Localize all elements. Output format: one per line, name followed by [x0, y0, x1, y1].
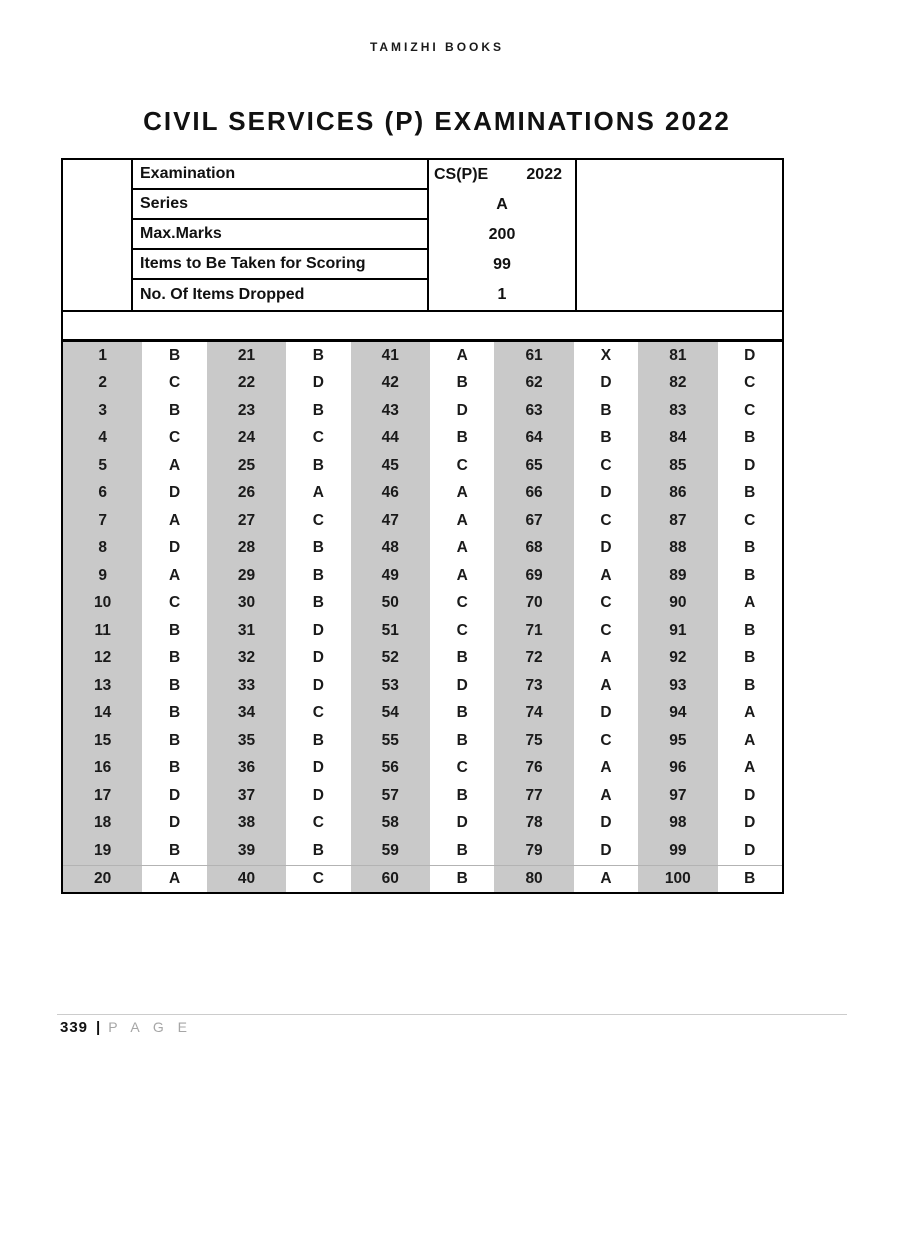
answer-cell: B — [286, 837, 350, 865]
question-number-cell: 43 — [351, 397, 430, 425]
info-value-items-scoring: 99 — [493, 256, 511, 273]
answer-cell: A — [142, 562, 206, 590]
answer-cell: A — [574, 755, 638, 783]
question-number-cell: 28 — [207, 535, 286, 563]
answer-cell: B — [142, 837, 206, 865]
answer-cell: D — [574, 535, 638, 563]
answer-cell: B — [286, 590, 350, 618]
answer-cell: B — [286, 727, 350, 755]
exam-year: 2022 — [526, 166, 562, 183]
answer-cell: C — [430, 617, 494, 645]
question-number-cell: 36 — [207, 755, 286, 783]
question-number-cell: 40 — [207, 865, 286, 893]
question-number-cell: 92 — [638, 645, 717, 673]
answer-cell: B — [430, 727, 494, 755]
question-number-cell: 16 — [63, 755, 142, 783]
answer-cell: B — [430, 645, 494, 673]
question-number-cell: 18 — [63, 810, 142, 838]
question-number-cell: 33 — [207, 672, 286, 700]
answer-cell: C — [430, 755, 494, 783]
answer-cell: B — [142, 342, 206, 370]
footer-separator: | — [96, 1019, 101, 1036]
answer-cell: A — [718, 755, 782, 783]
answer-cell: A — [718, 727, 782, 755]
question-number-cell: 44 — [351, 425, 430, 453]
answer-cell: A — [430, 535, 494, 563]
answer-cell: B — [142, 645, 206, 673]
question-number-cell: 59 — [351, 837, 430, 865]
question-number-cell: 73 — [494, 672, 573, 700]
info-label-examination: Examination — [133, 160, 429, 190]
answer-cell: C — [286, 810, 350, 838]
answer-cell: C — [286, 865, 350, 893]
question-number-cell: 67 — [494, 507, 573, 535]
answer-cell: D — [718, 810, 782, 838]
answer-cell: D — [286, 617, 350, 645]
question-number-cell: 65 — [494, 452, 573, 480]
answer-cell: D — [718, 452, 782, 480]
answer-cell: B — [430, 700, 494, 728]
question-number-cell: 100 — [638, 865, 717, 893]
answer-cell: B — [142, 700, 206, 728]
answer-cell: C — [574, 617, 638, 645]
question-number-cell: 22 — [207, 370, 286, 398]
info-label-items-dropped: No. Of Items Dropped — [133, 280, 429, 310]
question-number-cell: 54 — [351, 700, 430, 728]
answer-cell: B — [142, 755, 206, 783]
question-number-cell: 3 — [63, 397, 142, 425]
answer-cell: B — [430, 425, 494, 453]
question-number-cell: 4 — [63, 425, 142, 453]
question-number-cell: 42 — [351, 370, 430, 398]
answer-cell: C — [574, 507, 638, 535]
info-value-max-marks: 200 — [488, 226, 516, 243]
answer-cell: C — [286, 507, 350, 535]
question-number-cell: 69 — [494, 562, 573, 590]
page-footer — [60, 1019, 192, 1036]
answer-cell: D — [286, 755, 350, 783]
question-number-cell: 57 — [351, 782, 430, 810]
question-number-cell: 38 — [207, 810, 286, 838]
question-number-cell: 46 — [351, 480, 430, 508]
question-number-cell: 5 — [63, 452, 142, 480]
answer-cell: C — [142, 590, 206, 618]
brand-text: TAMIZHI BOOKS — [369, 40, 505, 54]
question-number-cell: 72 — [494, 645, 573, 673]
question-number-cell: 49 — [351, 562, 430, 590]
answer-cell: X — [574, 342, 638, 370]
answer-cell: B — [430, 782, 494, 810]
answer-cell: D — [142, 535, 206, 563]
question-number-cell: 66 — [494, 480, 573, 508]
answer-cell: A — [574, 865, 638, 893]
question-number-cell: 86 — [638, 480, 717, 508]
question-number-cell: 8 — [63, 535, 142, 563]
answer-cell: C — [574, 727, 638, 755]
answer-cell: A — [142, 452, 206, 480]
question-number-cell: 88 — [638, 535, 717, 563]
question-number-cell: 7 — [63, 507, 142, 535]
info-label-max-marks: Max.Marks — [133, 220, 429, 250]
question-number-cell: 24 — [207, 425, 286, 453]
question-number-cell: 29 — [207, 562, 286, 590]
info-section — [63, 160, 782, 312]
question-number-cell: 64 — [494, 425, 573, 453]
question-number-cell: 6 — [63, 480, 142, 508]
answer-cell: B — [718, 535, 782, 563]
answer-cell: B — [718, 672, 782, 700]
question-number-cell: 51 — [351, 617, 430, 645]
answer-cell: B — [718, 562, 782, 590]
question-number-cell: 93 — [638, 672, 717, 700]
answer-cell: D — [718, 782, 782, 810]
question-number-cell: 71 — [494, 617, 573, 645]
question-number-cell: 96 — [638, 755, 717, 783]
answer-cell: D — [286, 672, 350, 700]
answer-cell: B — [430, 837, 494, 865]
question-number-cell: 37 — [207, 782, 286, 810]
question-number-cell: 32 — [207, 645, 286, 673]
info-empty-cell-left — [63, 160, 133, 310]
question-number-cell: 78 — [494, 810, 573, 838]
question-number-cell: 15 — [63, 727, 142, 755]
answer-cell: A — [718, 700, 782, 728]
footer-rule — [57, 1014, 847, 1015]
question-number-cell: 56 — [351, 755, 430, 783]
question-number-cell: 75 — [494, 727, 573, 755]
question-number-cell: 79 — [494, 837, 573, 865]
answer-cell: B — [718, 425, 782, 453]
question-number-cell: 90 — [638, 590, 717, 618]
answer-cell: C — [430, 590, 494, 618]
page-number: 339 — [60, 1019, 89, 1036]
question-number-cell: 82 — [638, 370, 717, 398]
question-number-cell: 41 — [351, 342, 430, 370]
answer-cell: D — [286, 782, 350, 810]
answer-cell: D — [142, 480, 206, 508]
question-number-cell: 25 — [207, 452, 286, 480]
question-number-cell: 84 — [638, 425, 717, 453]
question-number-cell: 35 — [207, 727, 286, 755]
question-number-cell: 1 — [63, 342, 142, 370]
question-number-cell: 61 — [494, 342, 573, 370]
question-number-cell: 98 — [638, 810, 717, 838]
page-word: P A G E — [108, 1019, 193, 1035]
answer-cell: D — [574, 370, 638, 398]
question-number-cell: 47 — [351, 507, 430, 535]
question-number-cell: 11 — [63, 617, 142, 645]
answer-cell: B — [286, 535, 350, 563]
answer-cell: B — [718, 617, 782, 645]
answer-cell: B — [286, 397, 350, 425]
question-number-cell: 30 — [207, 590, 286, 618]
answer-cell: D — [142, 810, 206, 838]
answer-cell: C — [286, 700, 350, 728]
answer-cell: C — [718, 397, 782, 425]
exam-code: CS(P)E — [434, 166, 489, 183]
question-number-cell: 70 — [494, 590, 573, 618]
info-empty-cell-right — [575, 160, 782, 310]
answer-cell: C — [142, 425, 206, 453]
answer-cell: A — [430, 480, 494, 508]
answer-cell: A — [142, 507, 206, 535]
answer-cell: B — [142, 397, 206, 425]
question-number-cell: 62 — [494, 370, 573, 398]
answer-cell: A — [574, 672, 638, 700]
info-label-items-scoring: Items to Be Taken for Scoring — [133, 250, 429, 280]
answer-cell: B — [574, 425, 638, 453]
answer-cell: A — [430, 562, 494, 590]
answer-grid — [63, 342, 782, 892]
answer-cell: A — [574, 562, 638, 590]
question-number-cell: 77 — [494, 782, 573, 810]
answer-cell: B — [286, 452, 350, 480]
question-number-cell: 76 — [494, 755, 573, 783]
answer-cell: D — [430, 397, 494, 425]
answer-cell: B — [142, 672, 206, 700]
question-number-cell: 74 — [494, 700, 573, 728]
question-number-cell: 48 — [351, 535, 430, 563]
spacer-row — [63, 312, 782, 342]
question-number-cell: 17 — [63, 782, 142, 810]
page-title: CIVIL SERVICES (P) EXAMINATIONS 2022 — [143, 106, 731, 136]
question-number-cell: 60 — [351, 865, 430, 893]
answer-cell: A — [430, 342, 494, 370]
answer-cell: D — [286, 370, 350, 398]
question-number-cell: 91 — [638, 617, 717, 645]
answer-cell: B — [142, 727, 206, 755]
answer-cell: B — [142, 617, 206, 645]
question-number-cell: 99 — [638, 837, 717, 865]
question-number-cell: 81 — [638, 342, 717, 370]
answer-cell: B — [430, 370, 494, 398]
question-number-cell: 21 — [207, 342, 286, 370]
question-number-cell: 23 — [207, 397, 286, 425]
question-number-cell: 13 — [63, 672, 142, 700]
question-number-cell: 19 — [63, 837, 142, 865]
question-number-cell: 9 — [63, 562, 142, 590]
answer-cell: D — [718, 342, 782, 370]
question-number-cell: 55 — [351, 727, 430, 755]
answer-cell: D — [574, 480, 638, 508]
answer-cell: A — [286, 480, 350, 508]
question-number-cell: 14 — [63, 700, 142, 728]
question-number-cell: 50 — [351, 590, 430, 618]
question-number-cell: 58 — [351, 810, 430, 838]
answer-cell: A — [574, 782, 638, 810]
question-number-cell: 45 — [351, 452, 430, 480]
answer-cell: D — [142, 782, 206, 810]
answer-cell: C — [574, 452, 638, 480]
info-label-series: Series — [133, 190, 429, 220]
answer-cell: D — [430, 810, 494, 838]
answer-cell: D — [574, 837, 638, 865]
question-number-cell: 95 — [638, 727, 717, 755]
question-number-cell: 94 — [638, 700, 717, 728]
question-number-cell: 34 — [207, 700, 286, 728]
answer-cell: D — [286, 645, 350, 673]
answer-cell: C — [718, 507, 782, 535]
answer-cell: B — [718, 480, 782, 508]
question-number-cell: 12 — [63, 645, 142, 673]
answer-cell: A — [718, 590, 782, 618]
question-number-cell: 83 — [638, 397, 717, 425]
answer-cell: D — [430, 672, 494, 700]
answer-cell: B — [286, 562, 350, 590]
info-value-series: A — [496, 196, 508, 213]
question-number-cell: 31 — [207, 617, 286, 645]
answer-cell: D — [574, 700, 638, 728]
question-number-cell: 27 — [207, 507, 286, 535]
info-value-items-dropped: 1 — [497, 286, 507, 303]
question-number-cell: 26 — [207, 480, 286, 508]
answer-cell: A — [430, 507, 494, 535]
question-number-cell: 80 — [494, 865, 573, 893]
answer-cell: C — [718, 370, 782, 398]
question-number-cell: 89 — [638, 562, 717, 590]
answer-cell: D — [574, 810, 638, 838]
question-number-cell: 39 — [207, 837, 286, 865]
answer-cell: C — [574, 590, 638, 618]
answer-cell: B — [286, 342, 350, 370]
answer-cell: D — [718, 837, 782, 865]
question-number-cell: 68 — [494, 535, 573, 563]
answer-cell: C — [286, 425, 350, 453]
question-number-cell: 97 — [638, 782, 717, 810]
answer-cell: B — [430, 865, 494, 893]
info-value-examination — [429, 160, 575, 190]
question-number-cell: 87 — [638, 507, 717, 535]
question-number-cell: 10 — [63, 590, 142, 618]
answer-cell: B — [574, 397, 638, 425]
question-number-cell: 52 — [351, 645, 430, 673]
question-number-cell: 53 — [351, 672, 430, 700]
answer-cell: A — [574, 645, 638, 673]
question-number-cell: 63 — [494, 397, 573, 425]
answer-cell: C — [430, 452, 494, 480]
question-number-cell: 85 — [638, 452, 717, 480]
answer-cell: C — [142, 370, 206, 398]
question-number-cell: 20 — [63, 865, 142, 893]
answer-cell: A — [142, 865, 206, 893]
question-number-cell: 2 — [63, 370, 142, 398]
answer-cell: B — [718, 645, 782, 673]
answer-cell: B — [718, 865, 782, 893]
results-table — [61, 158, 784, 894]
